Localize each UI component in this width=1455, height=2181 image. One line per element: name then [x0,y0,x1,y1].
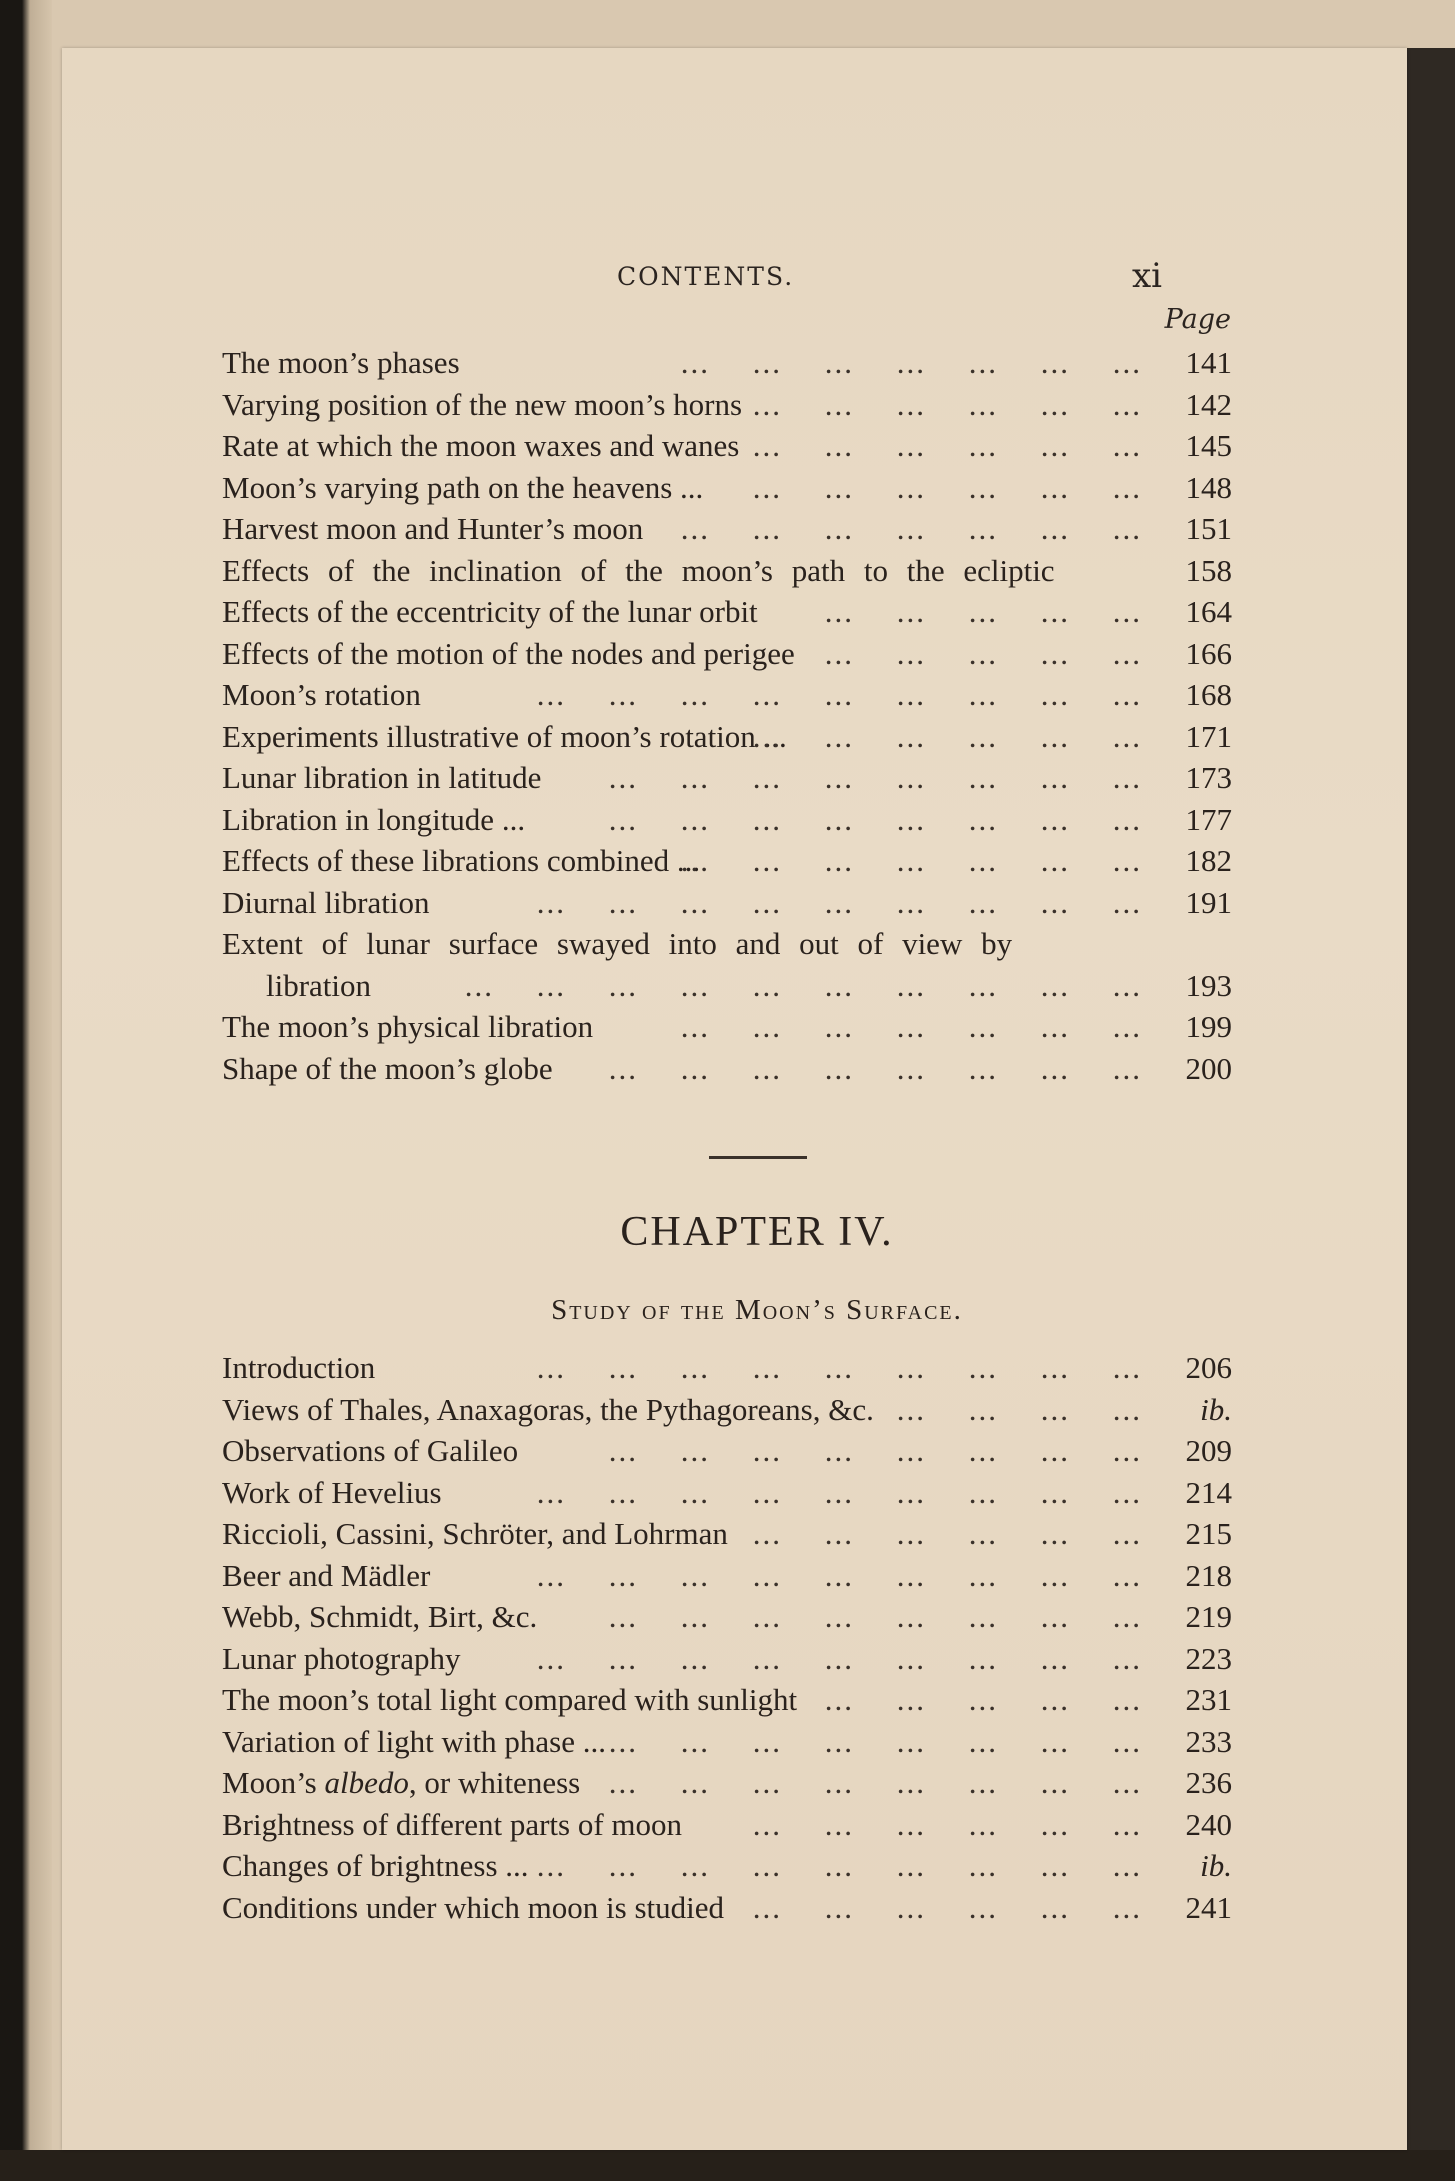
toc-entry [222,508,1232,550]
toc-entry [222,1347,1232,1389]
toc-entry-title: The moon’s phases [222,345,460,380]
toc-entry [222,384,1232,426]
toc-entry [222,1048,1232,1090]
leader-dots: ... ... ... ... ... ... ... [680,345,1142,380]
toc-entry [222,425,1232,467]
leader-dots: ... ... ... ... ... ... ... ... ... [536,1474,1142,1510]
toc-entry [222,550,1232,592]
toc-entry-title: The moon’s physical libration [222,1009,594,1044]
leader-dots: ... ... ... ... ... ... ... ... [608,1765,1142,1800]
toc-entry-title: Introduction [222,1350,376,1385]
toc-entry-page: 173 [1185,760,1232,795]
leader-dots: ... ... ... ... ... ... ... ... ... [536,1640,1142,1676]
toc-entry-title: Moon’s albedo, or whiteness [222,1765,581,1800]
toc-entry-page: 223 [1185,1640,1232,1676]
toc-entry [222,1721,1232,1763]
leader-dots: ... ... ... ... ... ... ... [680,843,1142,878]
leader-dots: ... ... ... ... ... ... ... ... [608,1599,1142,1634]
contents-list-chapter-iii [222,342,1232,1089]
toc-entry-title: Changes of brightness ... [222,1848,529,1883]
toc-entry [222,1472,1232,1514]
toc-entry-title: Shape of the moon’s globe [222,1050,553,1086]
toc-entry-title: Harvest moon and Hunter’s moon [222,511,644,546]
book-page [62,48,1407,2150]
toc-entry-title: Variation of light with phase ... [222,1723,606,1759]
leader-dots: ... ... ... ... ... ... [752,1516,1142,1551]
toc-entry-title: Conditions under which moon is studied [222,1889,725,1925]
toc-entry-page: 171 [1185,718,1232,754]
toc-entry [222,1638,1232,1680]
toc-entry-page: 240 [1185,1806,1232,1842]
page-edge-shadow [1407,48,1455,2150]
leader-dots: ... ... ... ... ... ... [752,469,1142,505]
toc-entry [222,1513,1232,1555]
toc-entry-page: 164 [1185,594,1232,629]
leader-dots: ... ... ... ... ... ... ... [680,511,1142,546]
leader-dots: ... ... ... ... ... ... ... ... ... [536,1848,1142,1883]
leader-dots: ... ... ... ... ... ... ... ... [608,1050,1142,1086]
toc-entry [222,1762,1232,1804]
toc-entry [222,1679,1232,1721]
toc-entry [222,840,1232,882]
toc-entry-title: Rate at which the moon waxes and wanes [222,428,740,463]
page-number: xi [1132,256,1163,296]
leader-dots: ... ... ... ... ... ... ... ... ... [536,1350,1142,1385]
chapter-heading: CHAPTER IV. [620,1209,894,1255]
leader-dots: ... ... ... ... ... ... ... ... [608,1723,1142,1759]
toc-entry-title: Webb, Schmidt, Birt, &c. [222,1599,538,1634]
toc-entry-title: Observations of Galileo [222,1433,519,1468]
toc-entry-title: Effects of the motion of the nodes and perigee [222,635,795,671]
leader-dots: ... ... ... ... [896,1391,1142,1427]
toc-entry-page: 200 [1185,1050,1232,1086]
toc-entry [222,674,1232,716]
toc-entry-title: Libration in longitude ... [222,801,526,837]
toc-entry [222,591,1232,633]
toc-entry-page: 158 [1185,552,1232,588]
toc-entry [222,799,1232,841]
toc-entry-page: 182 [1185,843,1232,878]
toc-entry-page: 206 [1185,1350,1232,1385]
toc-entry-page: 214 [1185,1474,1232,1510]
toc-entry-title: Effects of the inclination of the moon’s path to the ecliptic [222,552,1055,588]
toc-entry-page: ib. [1200,1391,1232,1427]
toc-entry-page: 215 [1185,1516,1232,1551]
leader-dots: ... ... ... ... ... ... ... [680,1009,1142,1044]
toc-entry [222,1006,1232,1048]
toc-entry-title: Beer and Mädler [222,1557,431,1593]
toc-entry [222,757,1232,799]
toc-entry-title: Riccioli, Cassini, Schröter, and Lohrman [222,1516,728,1551]
leader-dots: ... ... ... ... ... ... ... ... ... [536,884,1142,920]
toc-entry-page: 209 [1185,1433,1232,1468]
toc-entry-title: Extent of lunar surface swayed into and out of view by [222,926,1013,961]
toc-entry-page: 236 [1185,1765,1232,1800]
toc-entry [222,1804,1232,1846]
leader-dots: ... ... ... ... ... ... ... ... [608,801,1142,837]
toc-entry [222,342,1232,384]
chapter-subtitle: Study of the Moon’s Surface. [551,1294,963,1326]
toc-entry-page: 231 [1185,1682,1232,1717]
toc-entry-page: 199 [1185,1009,1232,1044]
page-column-label: Page [1164,304,1231,335]
contents-list-chapter-iv [222,1347,1232,1928]
toc-entry [222,1389,1232,1431]
section-divider [709,1156,807,1159]
toc-entry-title: Work of Hevelius [222,1474,442,1510]
toc-entry-title: Lunar libration in latitude [222,760,542,795]
leader-dots: ... ... ... ... ... ... [752,386,1142,422]
leader-dots: ... ... ... ... ... ... [752,1806,1142,1842]
toc-entry-title: Diurnal libration [222,884,430,920]
toc-entry-title: Experiments illustrative of moon’s rotation ... [222,718,787,754]
toc-entry-page: 219 [1185,1599,1232,1634]
toc-entry [222,923,1232,965]
toc-entry-title: Effects of these librations combined ... [222,843,701,878]
toc-entry [222,882,1232,924]
toc-entry-title: Varying position of the new moon’s horns [222,386,743,422]
leader-dots: ... ... ... ... ... ... ... ... [608,760,1142,795]
leader-dots: ... ... ... ... ... ... ... ... ... [536,1557,1142,1593]
leader-dots: ... ... ... ... ... [824,635,1142,671]
toc-entry [222,1887,1232,1929]
toc-entry-title: Lunar photography [222,1640,461,1676]
leader-dots: ... ... ... ... ... [824,1682,1142,1717]
toc-entry-title: Brightness of different parts of moon [222,1806,683,1842]
toc-entry-page: 233 [1185,1723,1232,1759]
toc-entry [222,1845,1232,1887]
toc-entry-title: libration [266,967,372,1003]
toc-entry-page: 218 [1185,1557,1232,1593]
toc-entry-page: 191 [1185,884,1232,920]
toc-entry-title: Moon’s rotation [222,677,421,712]
toc-entry [222,1596,1232,1638]
toc-entry-page: 166 [1185,635,1232,671]
leader-dots: ... ... ... ... ... ... ... ... [608,1433,1142,1468]
toc-entry-title: The moon’s total light compared with sunlight [222,1682,798,1717]
toc-entry [222,467,1232,509]
leader-dots: ... ... ... ... ... ... [752,718,1142,754]
toc-entry [222,716,1232,758]
leader-dots: ... ... ... ... ... [824,594,1142,629]
leader-dots: ... ... ... ... ... ... [752,428,1142,463]
toc-entry-page: 148 [1185,469,1232,505]
toc-entry [222,1430,1232,1472]
toc-entry-page: ib. [1200,1848,1232,1883]
toc-entry-page: 145 [1185,428,1232,463]
toc-entry [222,965,1232,1007]
toc-entry-page: 177 [1185,801,1232,837]
scan-bottom-edge [0,2150,1455,2181]
toc-entry [222,1555,1232,1597]
leader-dots: ... ... ... ... ... ... ... ... ... [536,677,1142,712]
toc-entry-page: 168 [1185,677,1232,712]
leader-dots: ... ... ... ... ... ... ... ... ... ... [464,967,1142,1003]
toc-entry-title: Moon’s varying path on the heavens ... [222,469,704,505]
leader-dots: ... ... ... ... ... ... [752,1889,1142,1925]
toc-entry-title: Views of Thales, Anaxagoras, the Pythagoreans, &c. [222,1391,874,1427]
toc-entry [222,633,1232,675]
toc-entry-page: 151 [1185,511,1232,546]
toc-entry-title: Effects of the eccentricity of the lunar orbit [222,594,758,629]
running-head-title: CONTENTS. [617,262,795,291]
book-spine-edge [0,0,52,2181]
toc-entry-page: 141 [1185,345,1232,380]
toc-entry-page: 241 [1185,1889,1232,1925]
running-head [62,256,1407,296]
toc-entry-page: 142 [1185,386,1232,422]
toc-entry-page: 193 [1185,967,1232,1003]
